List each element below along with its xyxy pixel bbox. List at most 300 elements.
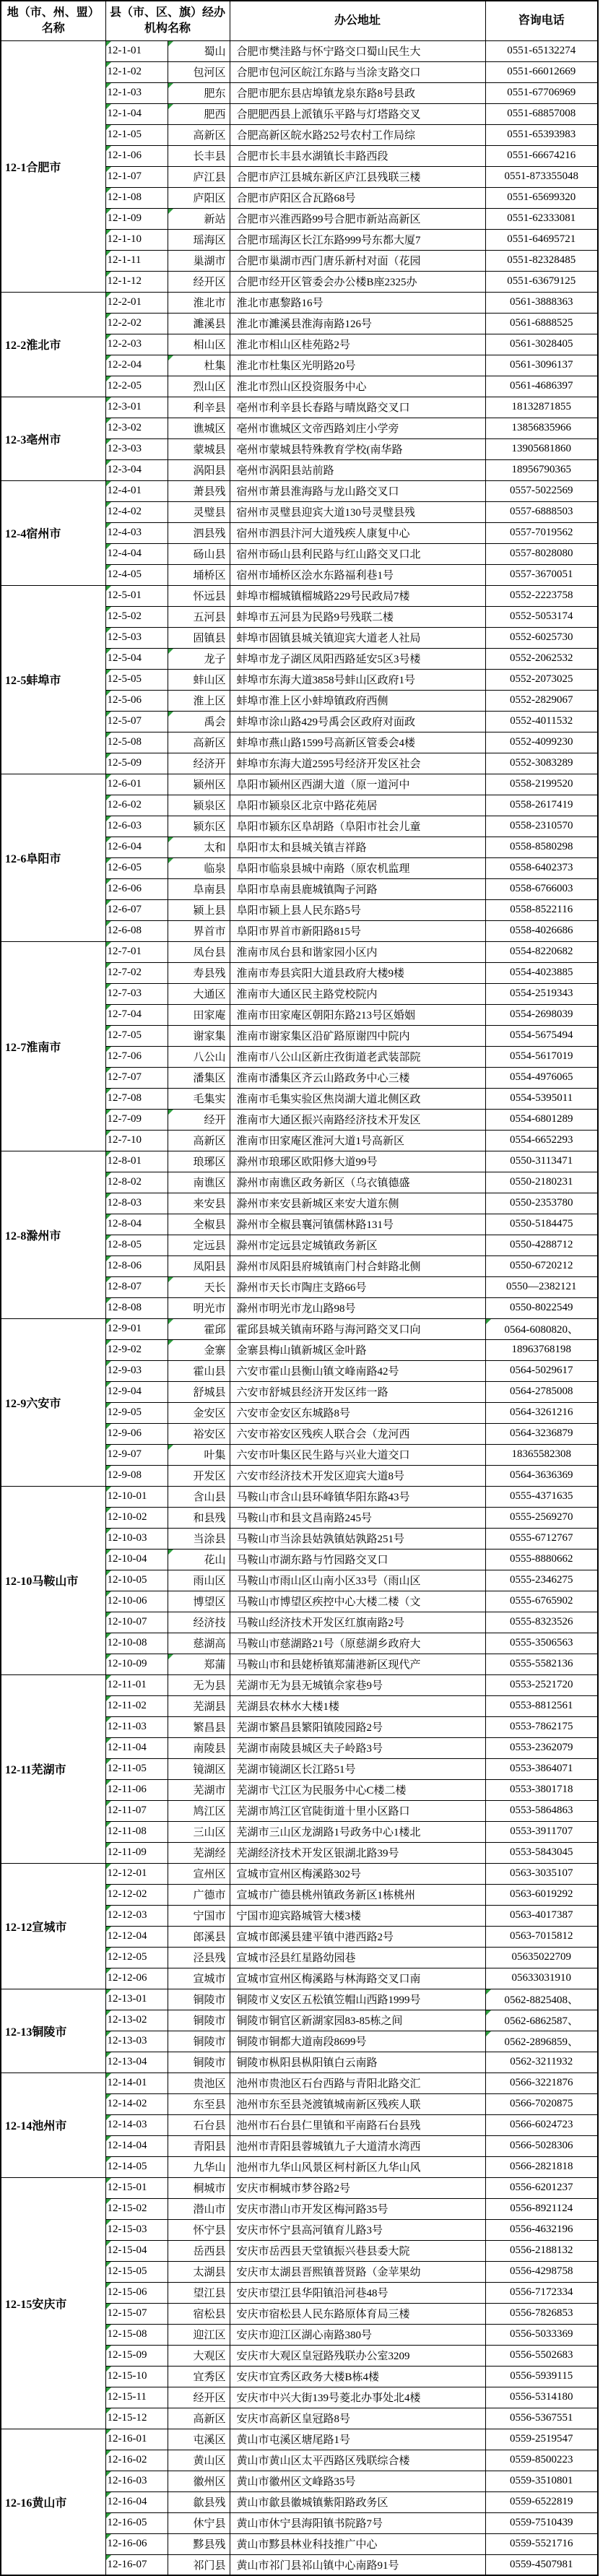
- agency-name-cell: 颍上县: [168, 899, 230, 920]
- agency-name-cell: 田家庵: [168, 1004, 230, 1025]
- agency-name-cell: 泾县残: [168, 1947, 230, 1968]
- agency-code-cell: 12-15-06: [105, 2282, 168, 2303]
- office-address-cell: 芜湖市鸠江区官陡街道十里小区路口: [230, 1800, 485, 1821]
- agency-code-cell: 12-1-03: [105, 82, 168, 103]
- agency-name-cell: 铜陵市: [168, 2031, 230, 2052]
- phone-cell: 0553-3801718: [485, 1779, 598, 1800]
- phone-cell: 0553-5864863: [485, 1800, 598, 1821]
- agency-code-cell: 12-1-05: [105, 124, 168, 145]
- city-cell: 12-4宿州市: [1, 480, 105, 585]
- office-address-cell: 六安市叶集区民生路与兴业大道交口: [230, 1444, 485, 1465]
- agency-code-cell: 12-7-06: [105, 1046, 168, 1067]
- office-address-cell: 黄山市黄山区太平西路区残联综合楼: [230, 2450, 485, 2471]
- agency-name-cell: 蒙城县: [168, 438, 230, 459]
- agency-name-cell: 南谯区: [168, 1172, 230, 1193]
- table-row: [1, 40, 598, 61]
- phone-cell: 0554-6652293: [485, 1130, 598, 1151]
- phone-cell: 0559-6522819: [485, 2491, 598, 2512]
- office-address-cell: 马鞍山市含山县环峰镇华阳东路43号: [230, 1486, 485, 1507]
- city-cell: 12-8滁州市: [1, 1151, 105, 1318]
- city-cell: 12-9六安市: [1, 1318, 105, 1486]
- phone-cell: 0551-63679125: [485, 271, 598, 292]
- phone-cell: 0564-3636369: [485, 1465, 598, 1486]
- agency-code-cell: 12-16-07: [105, 2554, 168, 2575]
- phone-cell: 0557-3670051: [485, 564, 598, 585]
- phone-cell: 0558-2310570: [485, 816, 598, 837]
- agency-name-cell: 涡阳县: [168, 459, 230, 480]
- agency-code-cell: 12-6-07: [105, 899, 168, 920]
- phone-cell: 0555-2346275: [485, 1570, 598, 1591]
- agency-code-cell: 12-9-02: [105, 1339, 168, 1360]
- office-address-cell: 蚌埠市燕山路1599号高新区管委会4楼: [230, 732, 485, 753]
- agency-name-cell: 临泉: [168, 857, 230, 878]
- agency-code-cell: 12-15-05: [105, 2261, 168, 2282]
- agency-code-cell: 12-1-11: [105, 250, 168, 271]
- agency-code-cell: 12-6-06: [105, 878, 168, 899]
- table-row: [1, 1318, 598, 1339]
- agency-code-cell: 12-8-02: [105, 1172, 168, 1193]
- office-address-cell: 宣城市广德县桃州镇政务新区1栋桃州: [230, 1884, 485, 1905]
- office-address-cell: 滁州市全椒县襄河镇儒林路131号: [230, 1214, 485, 1235]
- agency-code-cell: 12-4-03: [105, 522, 168, 543]
- phone-cell: 18963768198: [485, 1339, 598, 1360]
- agency-code-cell: 12-4-04: [105, 543, 168, 564]
- office-address-cell: 阜阳市阜南县鹿城镇陶子河路: [230, 878, 485, 899]
- agency-code-cell: 12-1-10: [105, 229, 168, 250]
- phone-cell: 0558-6766003: [485, 878, 598, 899]
- office-address-cell: 池州市石台县仁里镇和平南路石台县残: [230, 2114, 485, 2135]
- agency-code-cell: 12-16-03: [105, 2471, 168, 2491]
- agency-code-cell: 12-10-05: [105, 1570, 168, 1591]
- office-address-cell: 蚌埠市榴城镇榴城路229号民政局7楼: [230, 585, 485, 606]
- office-address-cell: 合肥市包河区皖江东路与当涂支路交口: [230, 61, 485, 82]
- phone-cell: 0556-2188132: [485, 2240, 598, 2261]
- phone-cell: 0551-65132274: [485, 40, 598, 61]
- phone-cell: 0556-5502683: [485, 2345, 598, 2366]
- agency-code-cell: 12-11-05: [105, 1758, 168, 1779]
- table-row: [1, 292, 598, 313]
- office-address-cell: 阜阳市颍上县人民东路5号: [230, 899, 485, 920]
- agency-code-cell: 12-5-04: [105, 648, 168, 669]
- phone-cell: 0562-8825408、: [485, 1989, 598, 2010]
- office-address-cell: 宿州市泗县汴河大道残疾人康复中心: [230, 522, 485, 543]
- agency-code-cell: 12-5-01: [105, 585, 168, 606]
- phone-cell: 0551-873355048: [485, 166, 598, 187]
- office-address-cell: 合肥市庐阳区合瓦路68号: [230, 187, 485, 208]
- phone-cell: 0559-7510439: [485, 2512, 598, 2533]
- phone-cell: 0558-8580298: [485, 837, 598, 857]
- agency-name-cell: 经济开: [168, 753, 230, 774]
- phone-cell: 0551-62333081: [485, 208, 598, 229]
- agency-code-cell: 12-11-03: [105, 1716, 168, 1737]
- agency-name-cell: 望江县: [168, 2282, 230, 2303]
- agency-name-cell: 瑶海区: [168, 229, 230, 250]
- office-address-cell: 池州市东至县尧渡镇城南新区残疾人联: [230, 2093, 485, 2114]
- phone-cell: 0562-2896859、: [485, 2031, 598, 2052]
- agency-code-cell: 12-16-06: [105, 2533, 168, 2554]
- phone-cell: 0564-6080820、: [485, 1318, 598, 1339]
- office-address-cell: 亳州市蒙城县特殊教育学校(南华路: [230, 438, 485, 459]
- city-cell: 12-10马鞍山市: [1, 1486, 105, 1674]
- phone-cell: 0563-7015812: [485, 1926, 598, 1947]
- office-address-cell: 马鞍山市当涂县姑孰镇姑孰路251号: [230, 1528, 485, 1549]
- table-row: [1, 1674, 598, 1695]
- agency-name-cell: 谯城区: [168, 418, 230, 438]
- table-row: [1, 1989, 598, 2010]
- agency-name-cell: 颍州区: [168, 774, 230, 795]
- phone-cell: 0555-8323526: [485, 1612, 598, 1633]
- office-address-cell: 滁州市定远县定城镇政务新区: [230, 1235, 485, 1255]
- agency-name-cell: 郎溪县: [168, 1926, 230, 1947]
- agency-code-cell: 12-9-04: [105, 1381, 168, 1402]
- office-address-cell: 六安市舒城县经济开发区纬一路: [230, 1381, 485, 1402]
- agency-code-cell: 12-5-02: [105, 606, 168, 627]
- agency-code-cell: 12-11-06: [105, 1779, 168, 1800]
- office-address-cell: 合肥市樊洼路与怀宁路交口蜀山民生大: [230, 40, 485, 61]
- phone-cell: 0552-3083289: [485, 753, 598, 774]
- agency-name-cell: 宿松县: [168, 2303, 230, 2324]
- office-address-cell: 宿州市砀山县利民路与红山路交叉口北: [230, 543, 485, 564]
- phone-cell: 0556-5367551: [485, 2408, 598, 2429]
- phone-cell: 0551-82328485: [485, 250, 598, 271]
- agency-name-cell: 慈湖高: [168, 1633, 230, 1654]
- agency-code-cell: 12-11-07: [105, 1800, 168, 1821]
- phone-cell: 0559-4507981: [485, 2554, 598, 2575]
- phone-cell: 0554-5395011: [485, 1088, 598, 1109]
- agency-name-cell: 灵璧县: [168, 501, 230, 522]
- agency-name-cell: 太和: [168, 837, 230, 857]
- agency-name-cell: 阜南县: [168, 878, 230, 899]
- city-cell: 12-1合肥市: [1, 40, 105, 292]
- agency-name-cell: 芜湖县: [168, 1695, 230, 1716]
- agency-code-cell: 12-4-05: [105, 564, 168, 585]
- phone-cell: 0564-3236879: [485, 1423, 598, 1444]
- office-address-cell: 宿州市萧县淮海路与龙山路交叉口: [230, 480, 485, 501]
- phone-cell: 0558-8522116: [485, 899, 598, 920]
- agency-code-cell: 12-15-08: [105, 2324, 168, 2345]
- office-address-cell: 六安市霍山县衡山镇文峰南路42号: [230, 1360, 485, 1381]
- phone-cell: 0554-2698039: [485, 1004, 598, 1025]
- office-address-cell: 马鞍山市雨山区山南小区33号（雨山区: [230, 1570, 485, 1591]
- table-row: [1, 2177, 598, 2198]
- agency-name-cell: 高新区: [168, 1130, 230, 1151]
- office-address-cell: 合肥市肥东县店埠镇龙泉东路8号县政: [230, 82, 485, 103]
- phone-cell: 0551-68857008: [485, 103, 598, 124]
- phone-cell: 0553-3911707: [485, 1821, 598, 1842]
- agency-code-cell: 12-16-02: [105, 2450, 168, 2471]
- agency-code-cell: 12-15-02: [105, 2198, 168, 2219]
- agency-name-cell: 迎江区: [168, 2324, 230, 2345]
- phone-cell: 0566-7020875: [485, 2093, 598, 2114]
- agency-name-cell: 蚌山区: [168, 669, 230, 690]
- office-address-cell: 淮南市凤台县和谐家园小区内: [230, 941, 485, 962]
- agency-code-cell: 12-6-01: [105, 774, 168, 795]
- office-address-cell: 合肥市经开区管委会办公楼B座2325办: [230, 271, 485, 292]
- agency-name-cell: 天长: [168, 1276, 230, 1297]
- phone-cell: 18132871855: [485, 397, 598, 418]
- agency-name-cell: 雨山区: [168, 1570, 230, 1591]
- phone-cell: 0550-5184475: [485, 1214, 598, 1235]
- agency-code-cell: 12-3-02: [105, 418, 168, 438]
- agency-name-cell: 杜集: [168, 355, 230, 376]
- office-address-cell: 芜湖县农林水大楼1楼: [230, 1695, 485, 1716]
- office-address-cell: 亳州市利辛县长春路与晴岚路交叉口: [230, 397, 485, 418]
- office-address-cell: 芜湖市弋江区为民服务中心C楼二楼: [230, 1779, 485, 1800]
- agency-code-cell: 12-15-07: [105, 2303, 168, 2324]
- header-agency: 县（市、区、旗）经办机构名称: [105, 1, 230, 40]
- agency-name-cell: 黟县残: [168, 2533, 230, 2554]
- office-address-cell: 金寨县梅山镇新城区金叶路: [230, 1339, 485, 1360]
- agency-name-cell: 经济技: [168, 1612, 230, 1633]
- agency-code-cell: 12-2-01: [105, 292, 168, 313]
- agency-name-cell: 南陵县: [168, 1737, 230, 1758]
- table-row: [1, 585, 598, 606]
- phone-cell: 0558-2199520: [485, 774, 598, 795]
- phone-cell: 0552-5053174: [485, 606, 598, 627]
- agency-code-cell: 12-1-09: [105, 208, 168, 229]
- office-address-cell: 宿州市灵璧县迎宾大道130号灵璧县残: [230, 501, 485, 522]
- office-address-cell: 宿州市埇桥区浍水东路福利巷1号: [230, 564, 485, 585]
- agency-name-cell: 萧县残: [168, 480, 230, 501]
- agency-code-cell: 12-1-06: [105, 145, 168, 166]
- phone-cell: 0551-65393983: [485, 124, 598, 145]
- agency-name-cell: 岳西县: [168, 2240, 230, 2261]
- phone-cell: 0553-2362079: [485, 1737, 598, 1758]
- office-address-cell: 滁州市天长市陶庄支路66号: [230, 1276, 485, 1297]
- agency-name-cell: 博望区: [168, 1591, 230, 1612]
- agency-code-cell: 12-7-05: [105, 1025, 168, 1046]
- office-address-cell: 安庆市岳西县天堂镇振兴巷县委大院: [230, 2240, 485, 2261]
- office-address-cell: 马鞍山市湖东路与竹园路交叉口: [230, 1549, 485, 1570]
- agency-name-cell: 歙县残: [168, 2491, 230, 2512]
- agency-name-cell: 长丰县: [168, 145, 230, 166]
- agency-code-cell: 12-6-04: [105, 837, 168, 857]
- office-address-cell: 六安市裕安区残疾人联合会（龙河西: [230, 1423, 485, 1444]
- agency-name-cell: 高新区: [168, 732, 230, 753]
- agency-code-cell: 12-1-12: [105, 271, 168, 292]
- agency-code-cell: 12-12-04: [105, 1926, 168, 1947]
- office-address-cell: 淮北市惠黎路16号: [230, 292, 485, 313]
- agency-name-cell: 祁门县: [168, 2554, 230, 2575]
- agency-name-cell: 高新区: [168, 2408, 230, 2429]
- office-address-cell: 淮南市八公山区新庄孜街道老武装部院: [230, 1046, 485, 1067]
- phone-cell: 0561-6888525: [485, 313, 598, 334]
- table-row: [1, 1486, 598, 1507]
- agency-code-cell: 12-8-07: [105, 1276, 168, 1297]
- city-cell: 12-7淮南市: [1, 941, 105, 1151]
- agency-code-cell: 12-16-01: [105, 2429, 168, 2450]
- phone-cell: 0550-4288712: [485, 1235, 598, 1255]
- agency-name-cell: 裕安区: [168, 1423, 230, 1444]
- agency-name-cell: 龙子: [168, 648, 230, 669]
- office-address-cell: 淮南市寿县宾阳大道县政府大楼9楼: [230, 962, 485, 983]
- agency-code-cell: 12-7-09: [105, 1109, 168, 1130]
- phone-cell: 0553-3864071: [485, 1758, 598, 1779]
- office-address-cell: 安庆市中兴大街139号菱北办事处北4楼: [230, 2387, 485, 2408]
- agency-code-cell: 12-7-04: [105, 1004, 168, 1025]
- phone-cell: 0552-2223758: [485, 585, 598, 606]
- agency-name-cell: 繁昌县: [168, 1716, 230, 1737]
- table-row: [1, 774, 598, 795]
- office-address-cell: 霍邱县城关镇南环路与海河路交叉口向: [230, 1318, 485, 1339]
- office-address-cell: 安庆市望江县华阳镇沿河巷48号: [230, 2282, 485, 2303]
- agency-code-cell: 12-14-01: [105, 2073, 168, 2093]
- phone-cell: 0558-2617419: [485, 795, 598, 816]
- agency-name-cell: 铜陵市: [168, 2052, 230, 2073]
- phone-cell: 0551-65699320: [485, 187, 598, 208]
- phone-cell: 0564-5029617: [485, 1360, 598, 1381]
- office-address-cell: 芜湖市南陵县城区夫子岭路3号: [230, 1737, 485, 1758]
- header-city: 地（市、州、盟）名称: [1, 1, 105, 40]
- office-address-cell: 淮北市杜集区光明路20号: [230, 355, 485, 376]
- office-address-cell: 六安市经济技术开发区迎宾大道8号: [230, 1465, 485, 1486]
- agency-name-cell: 新站: [168, 208, 230, 229]
- office-address-cell: 阜阳市临泉县城中南路（原农机监理: [230, 857, 485, 878]
- office-address-cell: 蚌埠市东海大道3858号蚌山区政府1号: [230, 669, 485, 690]
- agency-code-cell: 12-15-01: [105, 2177, 168, 2198]
- office-address-cell: 安庆市高新区皇冠路8号: [230, 2408, 485, 2429]
- agency-code-cell: 12-16-04: [105, 2491, 168, 2512]
- office-address-cell: 安庆市潜山市开发区梅河路35号: [230, 2198, 485, 2219]
- office-address-cell: 马鞍山经济技术开发区红旗南路2号: [230, 1612, 485, 1633]
- agency-name-cell: 八公山: [168, 1046, 230, 1067]
- agency-name-cell: 毛集实: [168, 1088, 230, 1109]
- agency-name-cell: 宜秀区: [168, 2366, 230, 2387]
- phone-cell: 0556-4298758: [485, 2261, 598, 2282]
- agency-code-cell: 12-15-10: [105, 2366, 168, 2387]
- phone-cell: 0551-66012669: [485, 61, 598, 82]
- agency-code-cell: 12-7-01: [105, 941, 168, 962]
- agency-name-cell: 霍邱: [168, 1318, 230, 1339]
- agency-name-cell: 经开区: [168, 2387, 230, 2408]
- office-address-cell: 阜阳市界首市新阳路815号: [230, 920, 485, 941]
- agency-name-cell: 界首市: [168, 920, 230, 941]
- agency-code-cell: 12-5-07: [105, 711, 168, 732]
- agency-code-cell: 12-7-07: [105, 1067, 168, 1088]
- agency-code-cell: 12-13-01: [105, 1989, 168, 2010]
- agency-code-cell: 12-1-02: [105, 61, 168, 82]
- agency-code-cell: 12-9-07: [105, 1444, 168, 1465]
- phone-cell: 05633031910: [485, 1968, 598, 1989]
- agency-name-cell: 桐城市: [168, 2177, 230, 2198]
- phone-cell: 0558-6402373: [485, 857, 598, 878]
- agency-name-cell: 镜湖区: [168, 1758, 230, 1779]
- office-address-cell: 宣城市宣州区梅溪路302号: [230, 1863, 485, 1884]
- agency-name-cell: 潜山市: [168, 2198, 230, 2219]
- office-address-cell: 亳州市谯城区文帝西路刘庄小学旁: [230, 418, 485, 438]
- agency-code-cell: 12-6-02: [105, 795, 168, 816]
- agency-code-cell: 12-11-02: [105, 1695, 168, 1716]
- office-address-cell: 蚌埠市淮上区小蚌埠镇政府西侧: [230, 690, 485, 711]
- agency-name-cell: 金寨: [168, 1339, 230, 1360]
- phone-cell: 18956790365: [485, 459, 598, 480]
- agency-code-cell: 12-9-06: [105, 1423, 168, 1444]
- agency-code-cell: 12-10-06: [105, 1591, 168, 1612]
- agency-name-cell: 巢湖市: [168, 250, 230, 271]
- city-cell: 12-15安庆市: [1, 2177, 105, 2429]
- agency-code-cell: 12-2-03: [105, 334, 168, 355]
- agency-code-cell: 12-2-02: [105, 313, 168, 334]
- agency-name-cell: 舒城县: [168, 1381, 230, 1402]
- phone-cell: 0559-3510801: [485, 2471, 598, 2491]
- agency-name-cell: 宣州区: [168, 1863, 230, 1884]
- city-cell: 12-16黄山市: [1, 2429, 105, 2575]
- agency-code-cell: 12-10-08: [105, 1633, 168, 1654]
- phone-cell: 0556-5033369: [485, 2324, 598, 2345]
- city-cell: 12-2淮北市: [1, 292, 105, 397]
- office-address-cell: 黄山市歙县徽城镇紫阳路政务区: [230, 2491, 485, 2512]
- phone-cell: 0552-4099230: [485, 732, 598, 753]
- agency-code-cell: 12-16-05: [105, 2512, 168, 2533]
- phone-cell: 0563-6019292: [485, 1884, 598, 1905]
- office-address-cell: 蚌埠市五河县为民路9号残联二楼: [230, 606, 485, 627]
- phone-cell: 0559-5521716: [485, 2533, 598, 2554]
- office-address-cell: 马鞍山市博望区疾控中心大楼二楼（文: [230, 1591, 485, 1612]
- phone-cell: 0551-64695721: [485, 229, 598, 250]
- agency-code-cell: 12-8-04: [105, 1214, 168, 1235]
- agency-name-cell: 烈山区: [168, 376, 230, 397]
- office-address-cell: 阜阳市颍州区西湖大道（原一道河中: [230, 774, 485, 795]
- office-address-cell: 合肥肥西县上派镇乐平路与灯塔路交叉: [230, 103, 485, 124]
- phone-cell: 0559-8500223: [485, 2450, 598, 2471]
- agency-code-cell: 12-5-03: [105, 627, 168, 648]
- phone-cell: 0553-5843045: [485, 1842, 598, 1863]
- phone-cell: 0551-67706969: [485, 82, 598, 103]
- agency-name-cell: 淮北市: [168, 292, 230, 313]
- phone-cell: 0561-3096137: [485, 355, 598, 376]
- header-address: 办公地址: [230, 1, 485, 40]
- table-body: [1, 40, 598, 2575]
- agency-code-cell: 12-1-04: [105, 103, 168, 124]
- office-address-cell: 安庆市怀宁县高河镇育儿路3号: [230, 2219, 485, 2240]
- office-address-cell: 安庆市迎江区湖心南路380号: [230, 2324, 485, 2345]
- agency-code-cell: 12-6-08: [105, 920, 168, 941]
- agency-name-cell: 三山区: [168, 1821, 230, 1842]
- city-cell: 12-6阜阳市: [1, 774, 105, 941]
- office-address-cell: 淮南市田家庵区淮河大道1号高新区: [230, 1130, 485, 1151]
- agency-name-cell: 包河区: [168, 61, 230, 82]
- phone-cell: 0557-8028080: [485, 543, 598, 564]
- agency-code-cell: 12-15-09: [105, 2345, 168, 2366]
- phone-cell: 0557-5022569: [485, 480, 598, 501]
- office-address-cell: 合肥市巢湖市西门唐乐新村对面（花园: [230, 250, 485, 271]
- agency-name-cell: 休宁县: [168, 2512, 230, 2533]
- agency-code-cell: 12-2-04: [105, 355, 168, 376]
- office-address-cell: 铜陵市铜官区新湖家园83-85栋之间: [230, 2010, 485, 2031]
- agency-code-cell: 12-15-12: [105, 2408, 168, 2429]
- agency-code-cell: 12-5-06: [105, 690, 168, 711]
- office-address-cell: 安庆市桐城市梦谷路2号: [230, 2177, 485, 2198]
- agency-code-cell: 12-10-04: [105, 1549, 168, 1570]
- office-address-cell: 淮北市烈山区投资服务中心: [230, 376, 485, 397]
- agency-name-cell: 相山区: [168, 334, 230, 355]
- agency-name-cell: 庐阳区: [168, 187, 230, 208]
- agency-code-cell: 12-5-05: [105, 669, 168, 690]
- agency-name-cell: 金安区: [168, 1402, 230, 1423]
- phone-cell: 0555-3506563: [485, 1633, 598, 1654]
- office-address-cell: 合肥市庐江县城东新区庐江县残联三楼: [230, 166, 485, 187]
- phone-cell: 0550-2353780: [485, 1193, 598, 1214]
- office-address-cell: 黄山市徽州区文峰路35号: [230, 2471, 485, 2491]
- table-row: [1, 1151, 598, 1172]
- agency-code-cell: 12-9-08: [105, 1465, 168, 1486]
- agency-code-cell: 12-4-02: [105, 501, 168, 522]
- agency-code-cell: 12-8-03: [105, 1193, 168, 1214]
- table-row: [1, 397, 598, 418]
- agency-code-cell: 12-14-02: [105, 2093, 168, 2114]
- agency-code-cell: 12-1-08: [105, 187, 168, 208]
- agency-name-cell: 谢家集: [168, 1025, 230, 1046]
